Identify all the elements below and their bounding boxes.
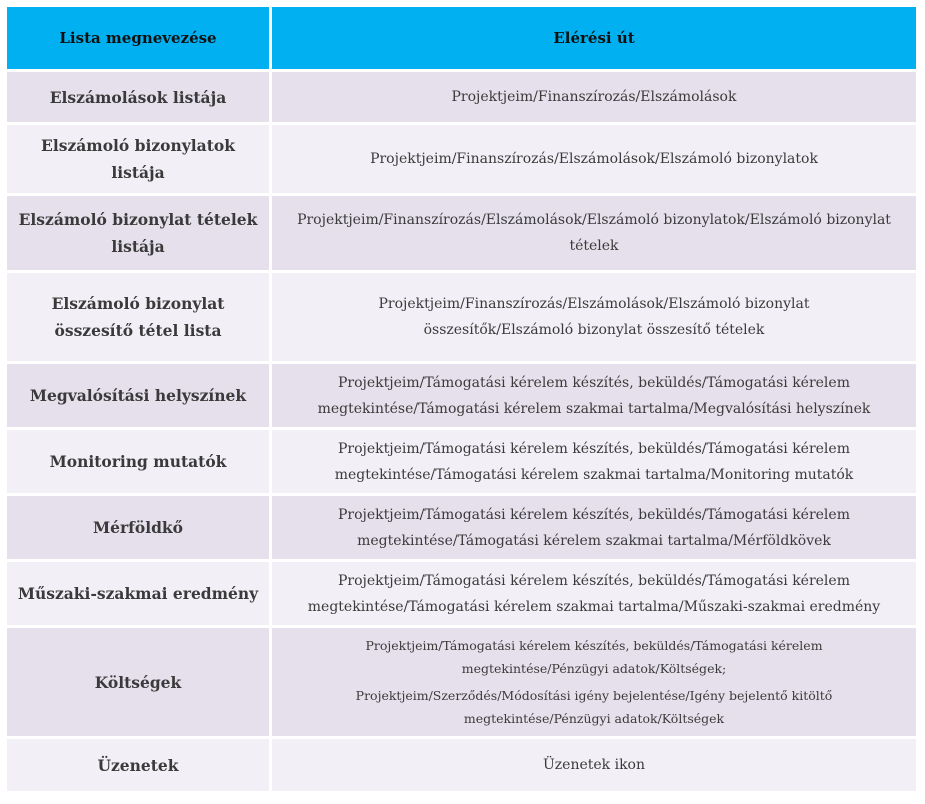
table-row [7, 273, 916, 361]
table-row [7, 562, 916, 625]
path-line: Projektjeim/Szerződés/Módosítási igény bejelentése/Igény bejelentő kitöltő megtekintése/Pénzügyi adatok/Költségek [355, 688, 833, 726]
table-row [7, 364, 916, 427]
table-row [7, 739, 916, 791]
path-cell: Projektjeim/Támogatási kérelem készítés, beküldés/Támogatási kérelem megtekintése/Támogatási kérelem szakmai tartalma/Megvalósítási helyszínek [272, 364, 916, 427]
table-header-row [7, 7, 916, 69]
header-list-name: Lista megnevezése [7, 7, 269, 69]
path-cell: Projektjeim/Finanszírozás/Elszámolások [272, 72, 916, 122]
path-cell: Projektjeim/Támogatási kérelem készítés, beküldés/Támogatási kérelem megtekintése/Támogatási kérelem szakmai tartalma/Mérföldkövek [272, 496, 916, 559]
table-row [7, 72, 916, 122]
list-name-cell: Költségek [7, 628, 269, 736]
path-cell: Projektjeim/Támogatási kérelem készítés, beküldés/Támogatási kérelem megtekintése/Támogatási kérelem szakmai tartalma/Műszaki-szakmai eredmény [272, 562, 916, 625]
list-name-cell: Műszaki-szakmai eredmény [7, 562, 269, 625]
list-name-cell: Elszámoló bizonylat tételek listája [7, 196, 269, 270]
table-row [7, 125, 916, 193]
path-cell: Projektjeim/Finanszírozás/Elszámolások/Elszámoló bizonylatok/Elszámoló bizonylat tételek [272, 196, 916, 270]
list-path-table [4, 4, 919, 794]
table-row [7, 430, 916, 493]
table-row [7, 628, 916, 736]
path-cell [272, 628, 916, 736]
path-cell: Projektjeim/Finanszírozás/Elszámolások/Elszámoló bizonylat összesítők/Elszámoló bizonylat összesítő tételek [272, 273, 916, 361]
path-cell: Üzenetek ikon [272, 739, 916, 791]
list-name-cell: Mérföldkő [7, 496, 269, 559]
path-cell: Projektjeim/Támogatási kérelem készítés, beküldés/Támogatási kérelem megtekintése/Támogatási kérelem szakmai tartalma/Monitoring mutatók [272, 430, 916, 493]
path-cell: Projektjeim/Finanszírozás/Elszámolások/Elszámoló bizonylatok [272, 125, 916, 193]
table-row [7, 196, 916, 270]
table-row [7, 496, 916, 559]
list-name-cell: Elszámoló bizonylatok listája [7, 125, 269, 193]
list-name-cell: Monitoring mutatók [7, 430, 269, 493]
header-path: Elérési út [272, 7, 916, 69]
path-table-container [4, 4, 919, 794]
list-name-cell: Üzenetek [7, 739, 269, 791]
list-name-cell: Elszámoló bizonylat összesítő tétel lista [7, 273, 269, 361]
path-line: Projektjeim/Támogatási kérelem készítés, beküldés/Támogatási kérelem megtekintése/Pénzügyi adatok/Költségek; [365, 638, 823, 676]
list-name-cell: Elszámolások listája [7, 72, 269, 122]
list-name-cell: Megvalósítási helyszínek [7, 364, 269, 427]
